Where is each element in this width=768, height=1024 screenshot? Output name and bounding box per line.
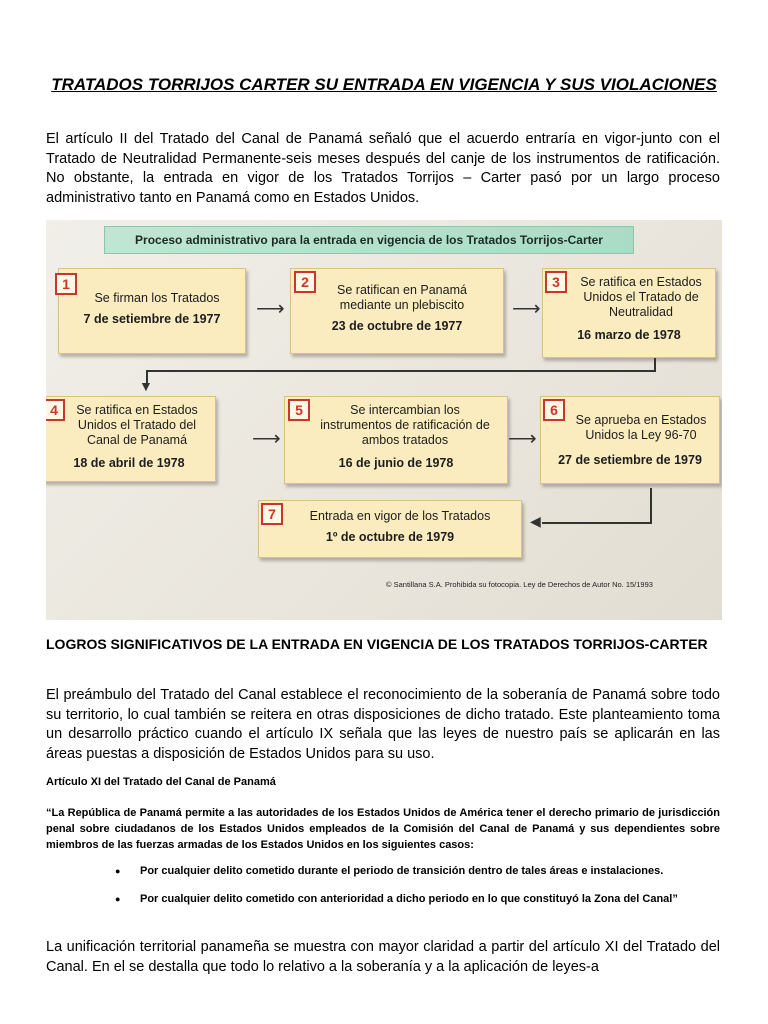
list-item: ● Por cualquier delito cometido durante el periodo de transición dentro de tales áreas e instalaciones. [115,863,720,879]
step-text: Se aprueba en Estados Unidos la Ley 96-70 [575,413,707,442]
step-date: 18 de abril de 1978 [73,456,185,470]
quote-bullet-list [115,863,720,919]
paragraph-2: El preámbulo del Tratado del Canal establece el reconocimiento de la soberanía de Panamá sobre todo su territorio, lo cual también se reitera en otras disposiciones de dicho tratado. Este planteamiento toma un desarrollo práctico cuando el artículo IX señala que las leyes de nuestro país se aplicarán en las áreas puestas a disposición de Estados Unidos para su uso. [46,687,720,762]
arrow-right-icon: ⟶ [256,298,285,320]
article-quote: “La República de Panamá permite a las autoridades de los Estados Unidos de América tener el derecho primario de jurisdicción penal sobre ciudadanos de los Estados Unidos empleados de la Comisión del Canal de Panamá y sus dependientes sobre miembros de las fuerzas armadas de los Estados Unidos en los siguientes casos: [46,807,720,851]
arrow-down-icon: ▼ [139,378,153,394]
step-number: 3 [545,271,567,293]
step-number: 2 [294,271,316,293]
step-4 [46,396,216,482]
step-date: 16 de junio de 1978 [338,456,454,470]
arrow-right-icon: ⟶ [508,428,537,450]
connector-line [542,522,652,524]
step-6 [540,396,720,484]
step-date: 23 de octubre de 1977 [331,319,463,333]
figure-header: Proceso administrativo para la entrada en vigencia de los Tratados Torrijos-Carter [104,226,634,254]
section-heading: LOGROS SIGNIFICATIVOS DE LA ENTRADA EN VIGENCIA DE LOS TRATADOS TORRIJOS-CARTER [46,636,708,652]
paragraph-3: La unificación territorial panameña se muestra con mayor claridad a partir del artículo XI del Tratado del Canal. En el se destalla que todo lo relativo a la soberanía y a la aplicación de leyes-a [46,939,720,975]
step-date: 27 de setiembre de 1979 [558,453,702,467]
article-title: Artículo XI del Tratado del Canal de Panamá [46,776,276,788]
step-text: Se ratifican en Panamá mediante un plebiscito [337,283,467,312]
arrow-right-icon: ⟶ [512,298,541,320]
step-number: 1 [55,273,77,295]
list-item: ● Por cualquier delito cometido con anterioridad a dicho periodo en lo que constituyó la Zona del Canal” [115,891,720,907]
step-3 [542,268,716,358]
step-text: Se intercambian los instrumentos de ratificación de ambos tratados [320,403,490,447]
step-number: 7 [261,503,283,525]
step-7 [258,500,522,558]
step-5 [284,396,508,484]
step-number: 6 [543,399,565,421]
step-date: 1º de octubre de 1979 [325,530,455,544]
step-1 [58,268,246,354]
document-title: TRATADOS TORRIJOS CARTER SU ENTRADA EN VIGENCIA Y SUS VIOLACIONES [51,75,717,94]
arrow-right-icon: ⟶ [252,428,281,450]
step-date: 7 de setiembre de 1977 [83,312,221,326]
intro-paragraph: El artículo II del Tratado del Canal de Panamá señaló que el acuerdo entraría en vigor-junto con el Tratado de Neutralidad Permanente-seis meses después del canje de los instrumentos de ratificación. No obstante, la entrada en vigor de los Tratados Torrijos – Carter pasó por un largo proceso administrativo tanto en Panamá como en Estados Unidos. [46,131,720,206]
step-2 [290,268,504,354]
step-date: 16 marzo de 1978 [577,328,681,342]
step-number: 4 [46,399,65,421]
step-text: Se ratifica en Estados Unidos el Tratado del Canal de Panamá [76,403,198,447]
step-text: Se firman los Tratados [94,291,220,305]
connector-line [650,488,652,524]
connector-line [146,370,656,372]
step-number: 5 [288,399,310,421]
step-text: Entrada en vigor de los Tratados [309,509,491,523]
connector-line [654,358,656,372]
step-text: Se ratifica en Estados Unidos el Tratado de Neutralidad [580,275,702,319]
process-figure [46,220,722,620]
figure-copyright: © Santillana S.A. Prohibida su fotocopia. Ley de Derechos de Autor No. 15/1993 [386,580,653,589]
arrow-left-icon: ◀ [530,513,541,529]
